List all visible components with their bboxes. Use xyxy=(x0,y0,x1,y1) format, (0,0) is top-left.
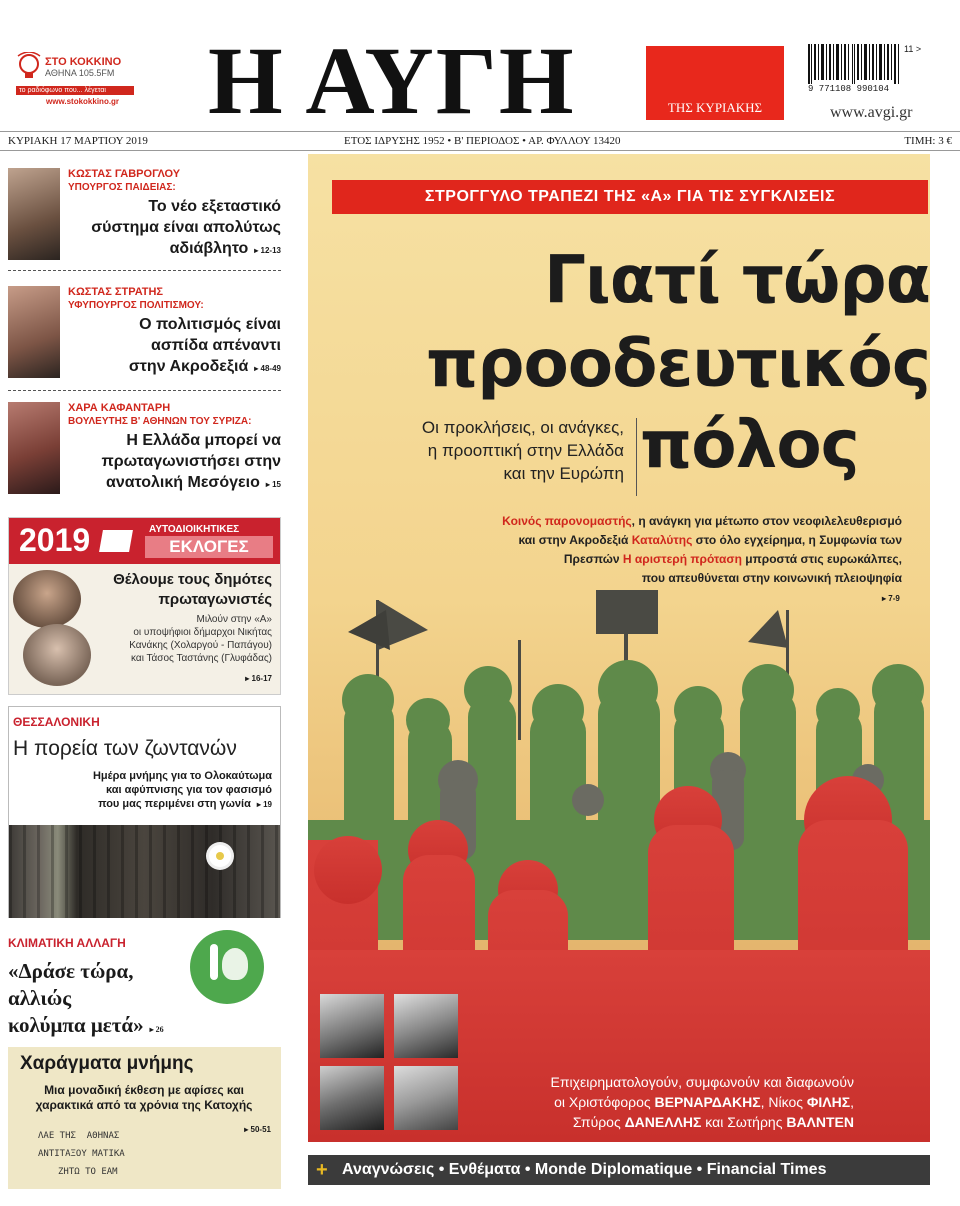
credits-text: και Σωτήρης xyxy=(701,1114,787,1130)
flower-icon xyxy=(209,845,231,867)
elections-title xyxy=(113,570,272,610)
elections-label-top: ΑΥΤΟΔΙΟΙΚΗΤΙΚΕΣ xyxy=(149,524,240,535)
elections-subtitle xyxy=(129,613,272,665)
avatar xyxy=(8,402,60,494)
credits-text: Σπύρος xyxy=(572,1114,625,1130)
memory-exhibition-story[interactable] xyxy=(8,1047,281,1189)
story-headline-line: στην Ακροδεξιά xyxy=(128,358,249,375)
story-headline-line: αλλιώς xyxy=(8,986,72,1010)
elections-subtitle-line: οι υποψήφιοι δήμαρχοι Νικήτας xyxy=(133,627,272,638)
blurb-highlight: Η αριστερή πρόταση xyxy=(622,552,742,566)
masthead-red-box xyxy=(646,46,784,120)
elections-subtitle-line: Μιλούν στην «Α» xyxy=(196,614,272,625)
issue-info: ΕΤΟΣ ΙΔΡΥΣΗΣ 1952 • Β' ΠΕΡΙΟΔΟΣ • ΑΡ. ΦΥΛΛΟΥ 13420 xyxy=(344,135,621,147)
graffiti-line: ΛΑΕ ΤΗΣ ΑΘΗΝΑΣ xyxy=(38,1131,120,1141)
story-subtitle-line: Ημέρα μνήμης για το Ολοκαύτωμα xyxy=(92,770,272,782)
main-deck-line: και την Ευρώπη xyxy=(503,464,624,483)
story-headline-line: αδιάβλητο xyxy=(169,240,249,257)
radio-frequency: ΑΘΗΝΑ 105.5FM xyxy=(45,67,115,78)
masthead-title: Η ΑΥΓΗ xyxy=(208,27,576,134)
supplements-bar[interactable]: Αναγνώσεις • Ενθέματα • Monde Diplomatique • Financial Times xyxy=(308,1155,930,1185)
panelist-photos xyxy=(320,994,462,1134)
story-headline: Χαράγματα μνήμης xyxy=(20,1053,194,1074)
panelist-credits xyxy=(470,1072,854,1132)
elections-box[interactable] xyxy=(8,517,281,695)
page-reference: ▸ 50-51 xyxy=(244,1125,271,1134)
panelist-name: ΔΑΝΕΛΛΗΣ xyxy=(624,1114,702,1130)
story-headline-line: πρωταγωνιστήσει στην xyxy=(101,453,281,470)
story-person-role: ΒΟΥΛΕΥΤΗΣ Β' ΑΘΗΝΩΝ ΤΟΥ ΣΥΡΙΖΑ: xyxy=(68,416,252,427)
story-person-name: ΧΑΡΑ ΚΑΦΑΝΤΑΡΗ xyxy=(68,402,171,414)
thermometer-icon xyxy=(210,944,218,980)
barcode-number: 9 771108 990104 xyxy=(808,84,890,94)
credits-text: , Νίκος xyxy=(760,1094,807,1110)
main-headline-line: πόλος xyxy=(640,406,859,483)
climate-story[interactable] xyxy=(8,930,281,1040)
story-headline xyxy=(129,314,281,379)
graffiti-line: ΖΗΤΩ ΤΟ ΕΑΜ xyxy=(58,1167,118,1177)
credits-text: , xyxy=(850,1094,854,1110)
story-subtitle xyxy=(14,1083,274,1113)
elections-header xyxy=(9,518,280,564)
climate-icon xyxy=(190,930,264,1004)
train-photo-texture xyxy=(9,825,280,918)
thessaloniki-story[interactable] xyxy=(8,706,281,918)
story-headline-line: ασπίδα απέναντι xyxy=(151,337,281,354)
avatar xyxy=(394,994,458,1058)
avatar xyxy=(13,570,81,628)
story-subtitle xyxy=(93,769,272,812)
barcode-icon xyxy=(808,44,902,84)
story-subtitle-line: που μας περιμένει στη γωνία xyxy=(98,798,251,810)
blurb-text: Πρεσπών xyxy=(563,552,623,566)
avatar xyxy=(320,1066,384,1130)
story-person-name: ΚΩΣΤΑΣ ΓΑΒΡΟΓΛΟΥ xyxy=(68,168,181,180)
sidebar-story-gavroglou[interactable] xyxy=(8,164,281,264)
elections-title-line: Θέλουμε τους δημότες xyxy=(113,571,272,588)
main-kicker: ΣΤΡΟΓΓΥΛΟ ΤΡΑΠΕΖΙ ΤΗΣ «Α» ΓΙΑ ΤΙΣ ΣΥΓΚΛΙΣΕΙΣ xyxy=(332,180,928,214)
story-headline xyxy=(91,196,281,261)
story-headline-line: Η Ελλάδα μπορεί να xyxy=(126,432,281,449)
page-reference: ▸ 15 xyxy=(265,480,281,489)
main-blurb xyxy=(376,512,902,588)
blurb-text: που απευθύνεται στην κοινωνική πλειοψηφία xyxy=(641,571,902,585)
sidebar-story-stratis[interactable] xyxy=(8,282,281,382)
section-label: ΘΕΣΣΑΛΟΝΙΚΗ xyxy=(13,715,100,729)
radio-name: ΣΤΟ ΚΟΚΚΙΝΟ xyxy=(45,55,122,68)
page-reference: ▸ 7-9 xyxy=(882,594,900,603)
story-headline-line: κολύμπα μετά» xyxy=(8,1013,144,1037)
page-reference: ▸ 26 xyxy=(149,1025,164,1034)
masthead-subtitle: ΤΗΣ ΚΥΡΙΑΚΗΣ xyxy=(667,100,763,115)
story-headline-line: ανατολική Μεσόγειο xyxy=(105,474,260,491)
main-deck xyxy=(334,416,624,485)
avatar xyxy=(8,286,60,378)
dateline-bar xyxy=(0,131,960,151)
blurb-highlight: Καταλύτης xyxy=(631,533,693,547)
story-subtitle-line: χαρακτικά από τα χρόνια της Κατοχής xyxy=(35,1098,253,1112)
story-headline xyxy=(101,430,281,495)
radio-ad xyxy=(16,52,146,122)
ballot-box-icon xyxy=(99,530,133,552)
avatar xyxy=(8,168,60,260)
elections-title-line: πρωταγωνιστές xyxy=(158,591,272,608)
story-headline xyxy=(8,958,164,1043)
main-deck-line: Οι προκλήσεις, οι ανάγκες, xyxy=(421,418,624,437)
site-url[interactable]: www.avgi.gr xyxy=(830,104,913,121)
story-person-role: ΥΦΥΠΟΥΡΓΟΣ ΠΟΛΙΤΙΣΜΟΥ: xyxy=(68,300,204,311)
story-headline-line: Το νέο εξεταστικό xyxy=(148,198,281,215)
story-person-name: ΚΩΣΤΑΣ ΣΤΡΑΤΗΣ xyxy=(68,286,164,298)
blurb-highlight: Κοινός παρονομαστής xyxy=(502,514,632,528)
blurb-text: , η ανάγκη για μέτωπο στον νεοφιλελευθερισμό xyxy=(631,514,902,528)
story-subtitle-line: Μια μοναδική έκθεση με αφίσες και xyxy=(44,1083,244,1097)
sidebar-story-kafantari[interactable] xyxy=(8,398,281,498)
main-headline[interactable] xyxy=(426,238,930,406)
story-subtitle-line: και αφύπνισης για τον φασισμό xyxy=(106,784,272,796)
avatar xyxy=(23,624,91,686)
avatar xyxy=(394,1066,458,1130)
divider xyxy=(636,418,637,496)
issue-price: ΤΙΜΗ: 3 € xyxy=(904,135,952,147)
page-reference: ▸ 12-13 xyxy=(254,246,281,255)
story-headline: Η πορεία των ζωντανών xyxy=(13,737,237,760)
plus-icon: + xyxy=(316,1159,328,1181)
story-headline-line: σύστημα είναι απολύτως xyxy=(91,219,281,236)
credits-text: οι Χριστόφορος xyxy=(554,1094,655,1110)
divider xyxy=(8,270,281,271)
graffiti-line: ΑΝΤΙΤΑΞΟΥ ΜΑΤΙΚΑ xyxy=(38,1149,125,1159)
panelist-name: ΒΕΡΝΑΡΔΑΚΗΣ xyxy=(654,1094,761,1110)
elections-year: 2019 xyxy=(19,522,91,558)
avatar xyxy=(320,994,384,1058)
elections-subtitle-line: Κανάκης (Χολαργού - Παπάγου) xyxy=(129,640,272,651)
barcode-suffix: 11 > xyxy=(904,44,922,54)
page-reference: ▸ 16-17 xyxy=(245,674,272,683)
radio-url[interactable]: www.stokokkino.gr xyxy=(46,97,120,106)
graffiti-text xyxy=(38,1127,125,1181)
blurb-text: και στην Ακροδεξιά xyxy=(518,533,632,547)
panelist-name: ΦΙΛΗΣ xyxy=(806,1094,851,1110)
main-headline-line: Γιατί τώρα xyxy=(544,241,930,318)
story-headline-line: «Δράσε τώρα, xyxy=(8,959,134,983)
head-icon xyxy=(222,948,248,980)
radio-tagline: το ραδιόφωνο που... λέγεται xyxy=(16,86,134,95)
elections-label: ΕΚΛΟΓΕΣ xyxy=(145,536,273,558)
story-person-role: ΥΠΟΥΡΓΟΣ ΠΑΙΔΕΙΑΣ: xyxy=(68,182,176,193)
divider xyxy=(8,390,281,391)
blurb-text: μπροστά στις ευρωκάλπες, xyxy=(741,552,902,566)
page-reference: ▸ 48-49 xyxy=(254,364,281,373)
radio-bulb-icon xyxy=(16,52,42,82)
story-headline-line: Ο πολιτισμός είναι xyxy=(139,316,281,333)
panelist-name: ΒΑΛΝΤΕΝ xyxy=(786,1114,854,1130)
elections-subtitle-line: και Τάσος Ταστάνης (Γλυφάδας) xyxy=(131,653,272,664)
issue-date: ΚΥΡΙΑΚΗ 17 ΜΑΡΤΙΟΥ 2019 xyxy=(8,135,148,147)
main-headline-line: προοδευτικός xyxy=(426,325,930,402)
blurb-text: στο όλο εγχείρημα, η Συμφωνία των xyxy=(692,533,902,547)
section-label: ΚΛΙΜΑΤΙΚΗ ΑΛΛΑΓΗ xyxy=(8,936,126,950)
main-deck-line: η προοπτική στην Ελλάδα xyxy=(427,441,624,460)
page-reference: ▸ 19 xyxy=(256,800,272,809)
credits-line: Επιχειρηματολογούν, συμφωνούν και διαφωνούν xyxy=(550,1074,854,1090)
